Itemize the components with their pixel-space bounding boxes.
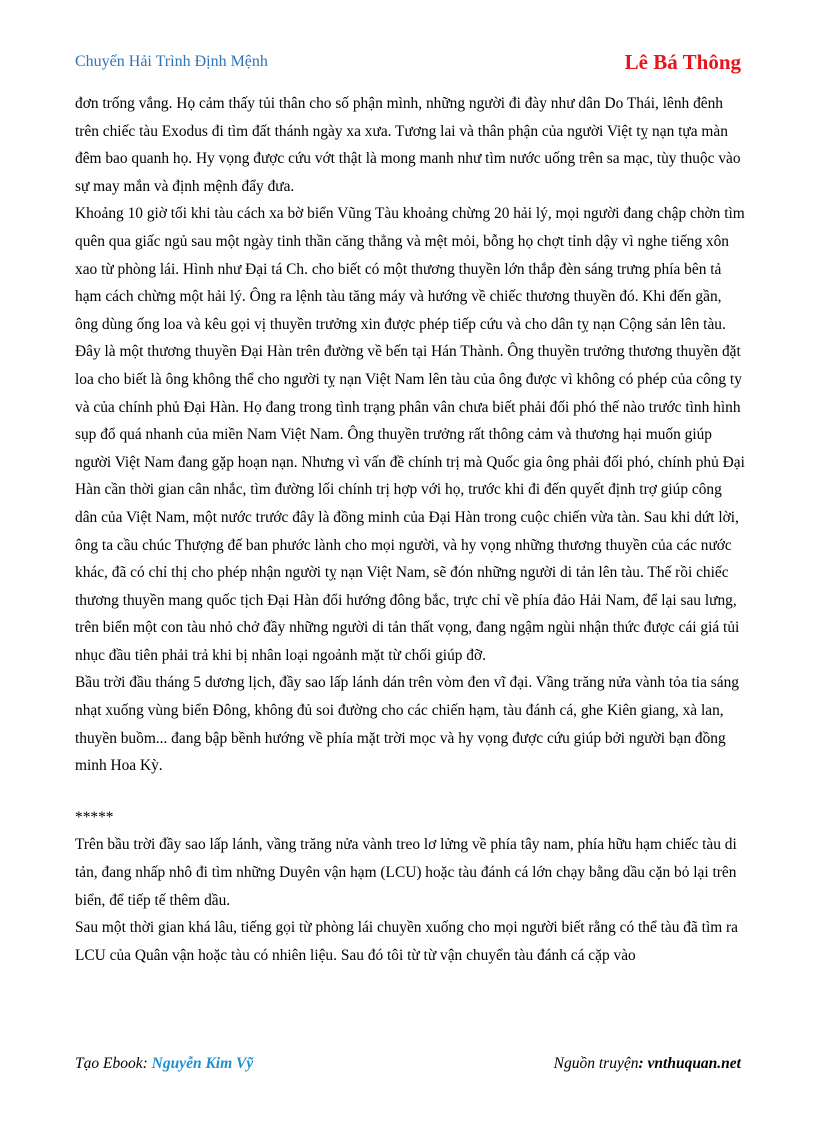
paragraph: Khoảng 10 giờ tối khi tàu cách xa bờ biển Vũng Tàu khoảng chừng 20 hải lý, mọi người đang chập chờn tìm quên qua giấc ngủ sau một ngày tinh thần căng thẳng và mệt mỏi, bỗng họ chợt tỉnh dậy vì nghe tiếng xôn xao từ phòng lái. Hình như Đại tá Ch. cho biết có một thương thuyền lớn thắp đèn sáng trưng phía bên tả hạm cách chừng một hải lý. Ông ra lệnh tàu tăng máy và hướng về chiếc thương thuyền đó. Khi đến gần, ông dùng ống loa và kêu gọi vị thuyền trưởng xin được phép tiếp cứu và cho dân tỵ nạn Cộng sản lên tàu. (75, 205, 745, 333)
author-name: Lê Bá Thông (624, 50, 741, 74)
source-separator: : (638, 1055, 648, 1072)
paragraph: đơn trống vắng. Họ cảm thấy tủi thân cho số phận mình, những người đi đày như dân Do Thái, lênh đênh trên chiếc tàu Exodus đi tìm đất thánh ngày xa xưa. Tương lai và thân phận của người Việt tỵ nạn tựa màn đêm bao quanh họ. Hy vọng được cứu vớt thật là mong manh như tìm nước uống trên sa mạc, tùy thuộc vào sự may mắn và định mệnh đẩy đưa. (75, 95, 741, 195)
source-site: vnthuquan.net (647, 1055, 741, 1072)
section-separator: ***** (75, 808, 114, 826)
book-title: Chuyến Hải Trình Định Mệnh (75, 53, 268, 70)
ebook-label: Tạo Ebook (75, 1055, 143, 1072)
paragraph: Sau một thời gian khá lâu, tiếng gọi từ phòng lái chuyền xuống cho mọi người biết rằng có thể tàu đã tìm ra LCU của Quân vận hoặc tàu có nhiên liệu. Sau đó tôi từ từ vận chuyển tàu đánh cá cặp vào (75, 919, 738, 964)
ebook-separator: : (142, 1055, 152, 1072)
paragraph: Trên bầu trời đầy sao lấp lánh, vầng trăng nửa vành treo lơ lửng về phía tây nam, phía hữu hạm chiếc tàu di tản, đang nhấp nhô đi tìm những Duyên vận hạm (LCU) hoặc tàu đánh cá lớn chạy bằng dầu cặn bỏ lại trên biển, để tiếp tế thêm dầu. (75, 836, 737, 909)
page-footer (75, 1055, 741, 1077)
page-header (75, 50, 741, 74)
source-credit (554, 1055, 741, 1073)
page-body (75, 90, 745, 969)
ebook-creator: Nguyễn Kim Vỹ (151, 1055, 254, 1072)
ebook-credit (75, 1055, 253, 1073)
paragraph: Bầu trời đầu tháng 5 dương lịch, đầy sao lấp lánh dán trên vòm đen vĩ đại. Vầng trăng nửa vành tỏa tia sáng nhạt xuống vùng biển Đông, không đủ soi đường cho các chiến hạm, tàu đánh cá, ghe Kiên giang, xà lan, thuyền buồm... đang bập bềnh hướng về phía mặt trời mọc và hy vọng được cứu giúp bởi người bạn đồng minh Hoa Kỳ. (75, 674, 739, 775)
source-label: Nguồn truyện (553, 1055, 639, 1072)
paragraph: Đây là một thương thuyền Đại Hàn trên đường về bến tại Hán Thành. Ông thuyền trưởng thương thuyền đặt loa cho biết là ông không thể cho người tỵ nạn Việt Nam lên tàu của ông được vì không có phép của công ty và của chính phủ Đại Hàn. Họ đang trong tình trạng phân vân chưa biết phải đối phó thế nào trước tình hình sụp đổ quá nhanh của miền Nam Việt Nam. Ông thuyền trưởng rất thông cảm và thương hại muốn giúp người Việt Nam đang gặp hoạn nạn. Nhưng vì vấn đề chính trị mà Quốc gia ông phải đối phó, chính phủ Đại Hàn cần thời gian cân nhắc, tìm đường lối chính trị hợp với họ, trước khi đi đến quyết định trợ giúp công dân của Việt Nam, một nước trước đây là đồng minh của Đại Hàn trong cuộc chiến vừa tàn. Sau khi dứt lời, ông ta cầu chúc Thượng đế ban phước lành cho mọi người, và hy vọng những thương thuyền của các nước khác, đã có chỉ thị cho phép nhận người tỵ nạn Việt Nam, sẽ đón những người di tản lên tàu. Thế rồi chiếc thương thuyền mang quốc tịch Đại Hàn đổi hướng đông bắc, trực chỉ về phía đảo Hải Nam, để lại sau lưng, trên biển một con tàu nhỏ chở đầy những người di tản thất vọng, đang ngậm ngùi nhận thức được cái giá tủi nhục đầu tiên phải trả khi bị nhân loại ngoảnh mặt từ chối giúp đỡ. (75, 343, 745, 664)
